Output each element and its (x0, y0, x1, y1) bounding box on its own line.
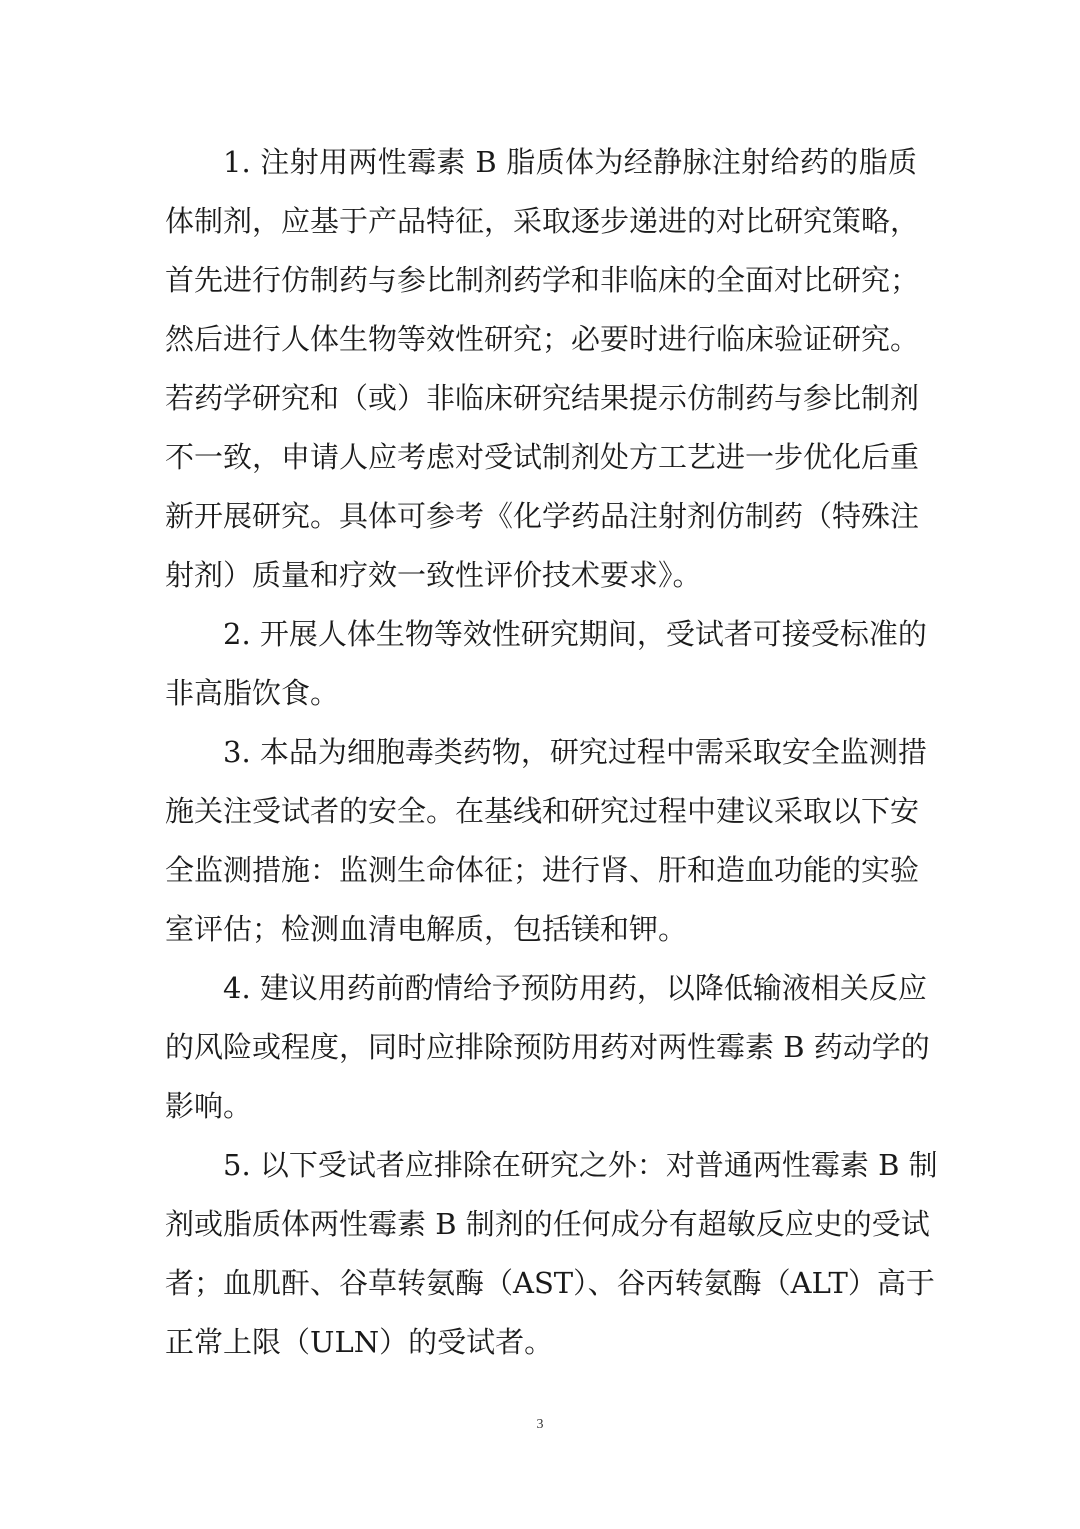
paragraph-line: 室评估；检测血清电解质，包括镁和钾。 (165, 912, 688, 946)
paragraph-line: 1. 注射用两性霉素 B 脂质体为经静脉注射给药的脂质 (223, 145, 917, 179)
paragraph-line: 然后进行人体生物等效性研究；必要时进行临床验证研究。 (165, 322, 920, 356)
paragraph-line: 新开展研究。具体可参考《化学药品注射剂仿制药（特殊注 (165, 499, 920, 533)
paragraph-line: 若药学研究和（或）非临床研究结果提示仿制药与参比制剂 (165, 381, 920, 415)
paragraph-line: 全监测措施：监测生命体征；进行肾、肝和造血功能的实验 (165, 853, 920, 887)
paragraph-line: 射剂）质量和疗效一致性评价技术要求》。 (165, 558, 702, 592)
paragraph-5 (165, 1136, 938, 1372)
paragraph-line: 3. 本品为细胞毒类药物，研究过程中需采取安全监测措 (223, 735, 927, 769)
paragraph-1 (165, 133, 920, 605)
paragraph-line: 5. 以下受试者应排除在研究之外：对普通两性霉素 B 制 (223, 1148, 938, 1182)
paragraph-line: 非高脂饮食。 (165, 676, 340, 710)
paragraph-line: 不一致，申请人应考虑对受试制剂处方工艺进一步优化后重 (165, 440, 920, 474)
paragraph-3 (165, 723, 927, 959)
paragraph-line: 影响。 (165, 1089, 253, 1123)
paragraph-line: 施关注受试者的安全。在基线和研究过程中建议采取以下安 (165, 794, 920, 828)
paragraph-line: 首先进行仿制药与参比制剂药学和非临床的全面对比研究； (165, 263, 920, 297)
paragraph-2 (165, 605, 927, 723)
paragraph-line: 剂或脂质体两性霉素 B 制剂的任何成分有超敏反应史的受试 (165, 1207, 930, 1241)
paragraph-line: 的风险或程度，同时应排除预防用药对两性霉素 B 药动学的 (165, 1030, 930, 1064)
paragraph-line: 体制剂，应基于产品特征，采取逐步递进的对比研究策略， (165, 204, 920, 238)
paragraph-line: 正常上限（ULN）的受试者。 (165, 1325, 554, 1359)
document-body (165, 133, 938, 1372)
paragraph-line: 4. 建议用药前酌情给予预防用药，以降低输液相关反应 (223, 971, 927, 1005)
page-number: 3 (536, 1417, 544, 1432)
paragraph-4 (165, 959, 930, 1136)
paragraph-line: 2. 开展人体生物等效性研究期间，受试者可接受标准的 (223, 617, 927, 651)
paragraph-line: 者；血肌酐、谷草转氨酶（AST）、谷丙转氨酶（ALT）高于 (165, 1266, 935, 1300)
